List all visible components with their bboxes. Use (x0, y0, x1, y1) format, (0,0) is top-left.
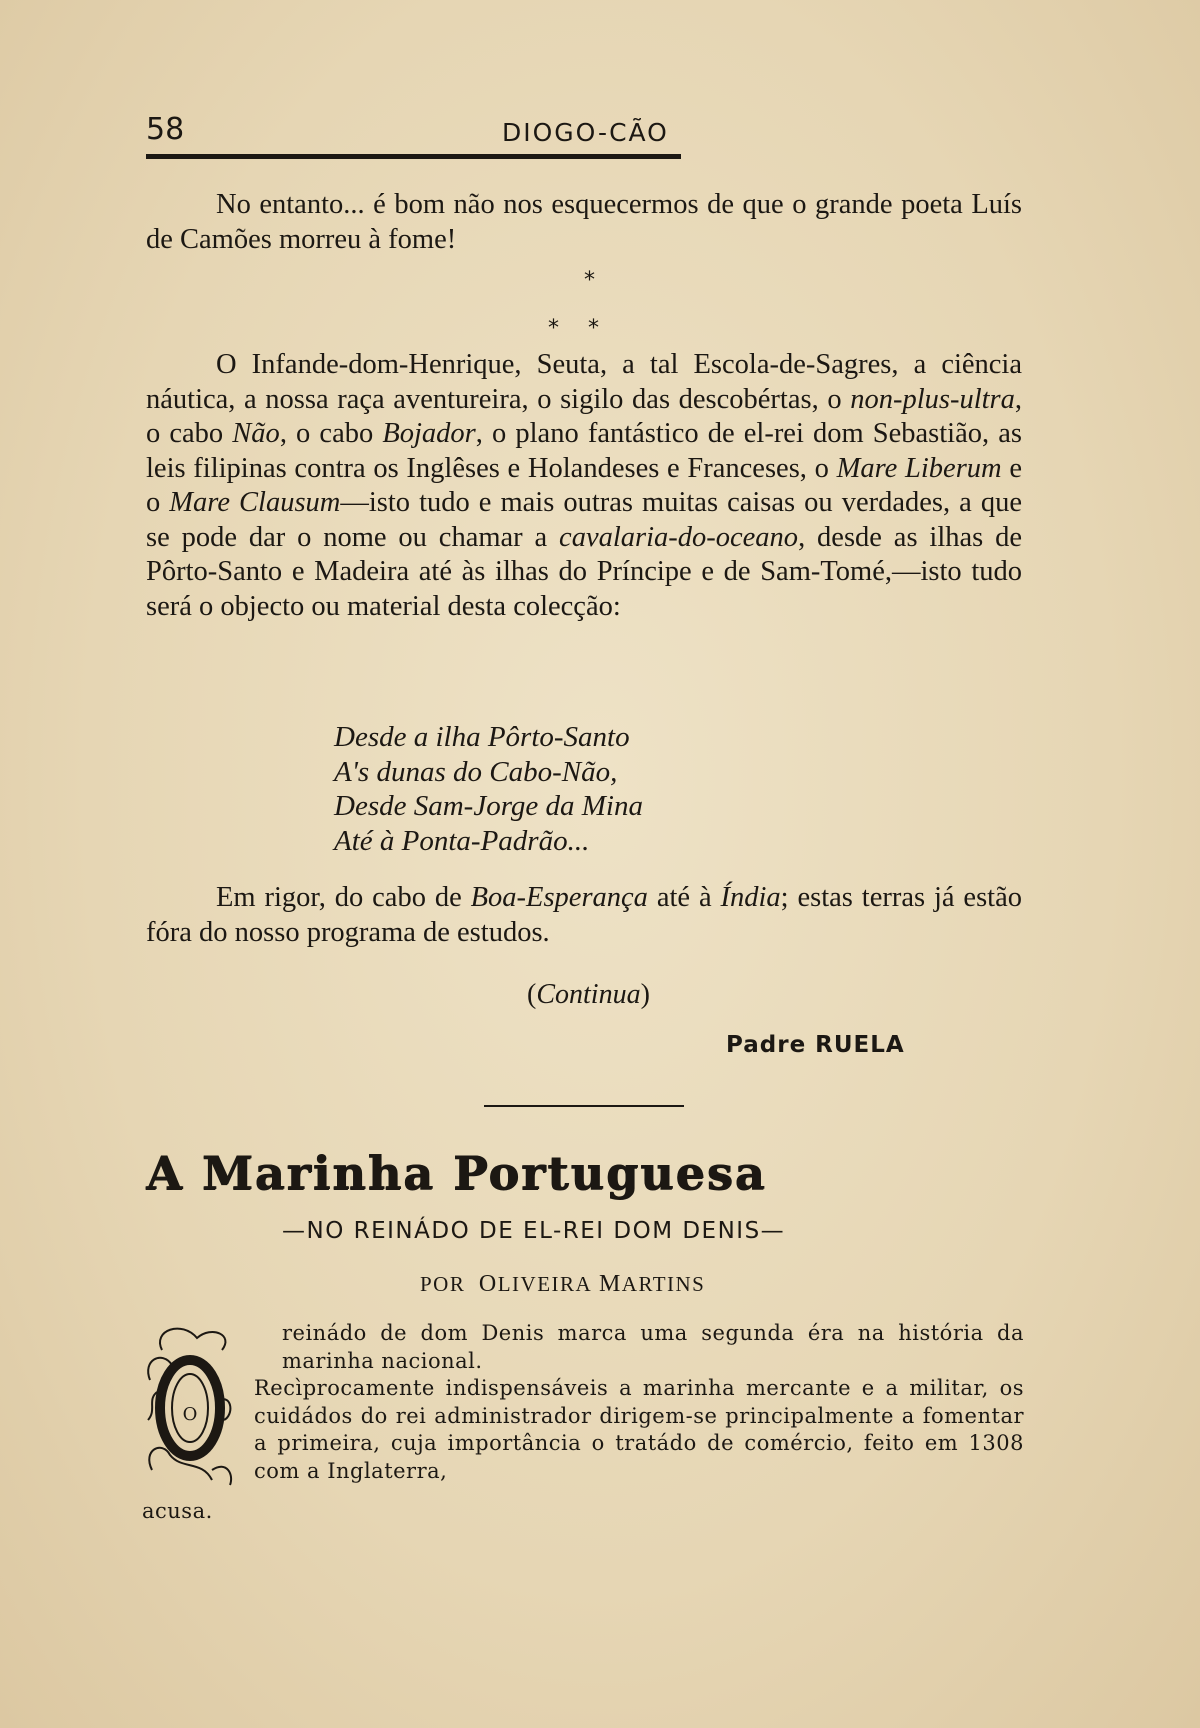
article-text-1: reinádo de dom Denis marca uma segunda éra na história da marinha nacional. (282, 1321, 1024, 1373)
page-header (146, 112, 681, 158)
article-subtitle: —NO REINÁDO DE EL-REI DOM DENIS— (282, 1218, 786, 1244)
italic-term: Não (232, 418, 280, 449)
article-byline: POR OLIVEIRA MARTINS (420, 1271, 706, 1297)
italic-term: Mare Liberum (836, 452, 1002, 484)
running-head: DIOGO-CÃO (502, 118, 669, 147)
verse-block (334, 720, 834, 858)
article-title: A Marinha Portuguesa (146, 1146, 767, 1200)
paragraph-3: Em rigor, do cabo de Boa-Esperança até à Índia; estas terras já estão fóra do nosso programa de estudos. (146, 882, 1022, 948)
asterism-bottom: * * (548, 316, 599, 341)
continued-note: (Continua) (527, 979, 650, 1010)
italic-term: Mare Clausum (169, 487, 341, 518)
section-divider (484, 1105, 684, 1107)
svg-text:O: O (182, 1404, 198, 1425)
page-number: 58 (146, 112, 185, 147)
italic-term: Bojador (382, 418, 476, 449)
verse-line: Até à Ponta-Padrão... (334, 824, 590, 857)
italic-term: Índia (720, 882, 781, 913)
italic-term: Boa-Esperança (470, 882, 648, 913)
italic-term: cavalaria-do-oceano (559, 521, 799, 553)
verse-line: A's dunas do Cabo-Não, (334, 755, 618, 788)
article-text-3: acusa. (142, 1499, 213, 1523)
article-text-2: Recìprocamente indispensáveis a marinha mercante e a militar, os cuidádos do rei administrador dirigem-se principalmente a fomentar a primeira, cuja importância o tratádo de comércio, feito em 1308 com a Inglaterra, (254, 1376, 1024, 1483)
asterism-top: * (584, 268, 595, 293)
verse-line: Desde Sam-Jorge da Mina (334, 790, 643, 822)
verse-line: Desde a ilha Pôrto-Santo (334, 721, 630, 753)
decorated-initial-icon (142, 1320, 238, 1492)
paragraph-1: No entanto... é bom não nos esquecermos de que o grande poeta Luís de Camões morreu à fome! (146, 189, 1022, 255)
author-signature: Padre RUELA (726, 1032, 905, 1058)
paragraph-2: O Infande-dom-Henrique, Seuta, a tal Escola-de-Sagres, a ciência náutica, a nossa raça aventureira, o sigilo das descobértas, o non-plus-ultra, o cabo Não, o cabo Bojador, o plano fantástico de el-rei dom Sebastião, as leis filipinas contra os Inglêses e Holandeses e Franceses, o Mare Liberum e o Mare Clausum—isto tudo e mais outras muitas caisas ou verdades, a que se pode dar o nome ou chamar a cavalaria-do-oceano, desde as ilhas de Pôrto-Santo e Madeira até às ilhas do Príncipe e de Sam-Tomé,—isto tudo será o objecto ou material desta colecção: (146, 349, 1023, 622)
header-rule (146, 154, 681, 159)
italic-term: non-plus-ultra (850, 383, 1015, 415)
